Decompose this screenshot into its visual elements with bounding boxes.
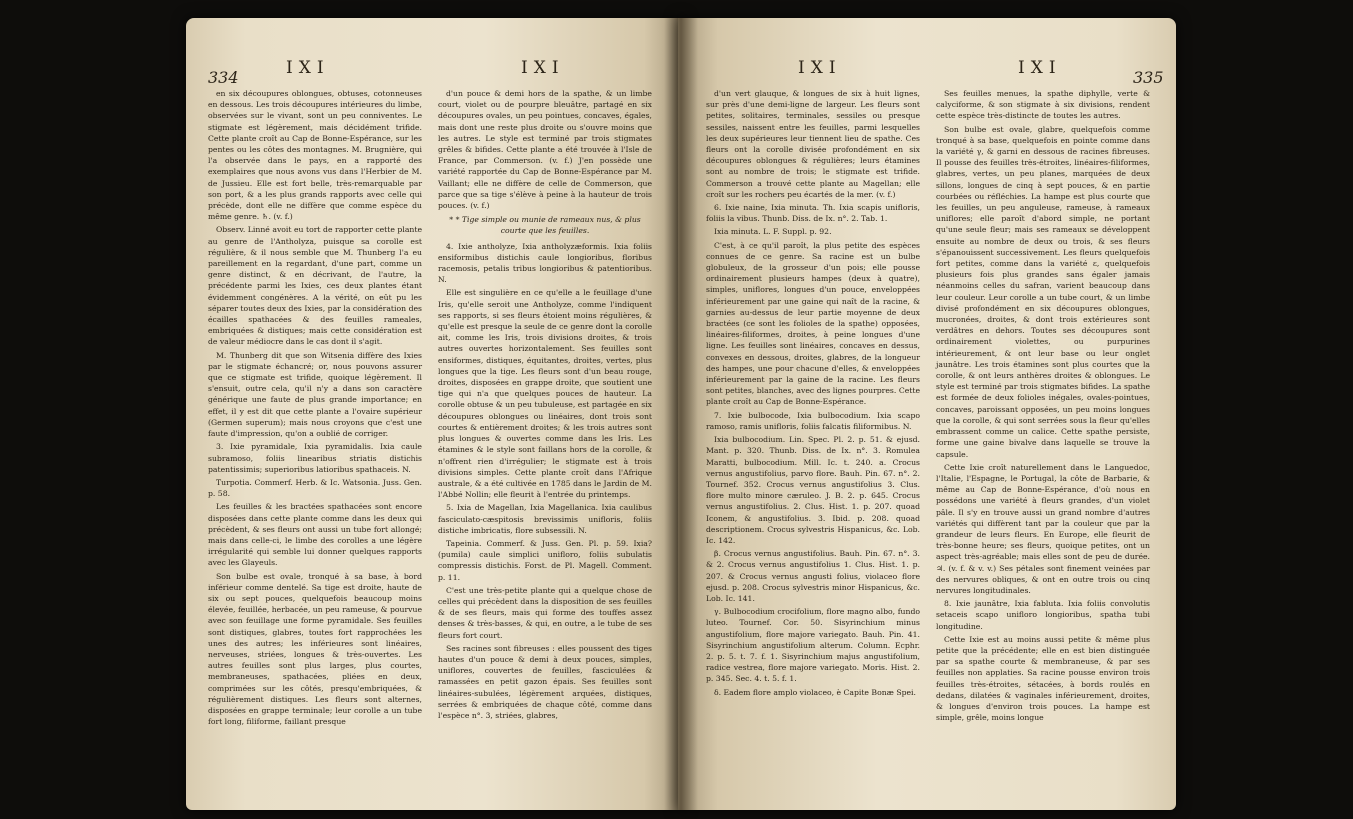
paragraph: Observ. Linné avoit eu tort de rapporter cette plante au genre de l'Antholyza, puisque sa corolle est régulière, & il nous semble que M. Thunberg l'a eu pareillement en la regardant, d'une part, comme un genre distinct, & en décrivant, de l'autre, la précédente parmi les Ixies, ces deux plantes étant évidemment congénères. A la vérité, on eût pu les séparer toutes deux des Ixies, par la considération des écailles spathacées & des feuilles rameales, embriquées & distiques; mais cette considération est de valeur médiocre dans le cas dont il s'agit. xyxy=(208,225,422,347)
paragraph: Ses feuilles menues, la spathe diphylle, verte & calyciforme, & son stigmate à six divisions, rendent cette espèce très-distincte de toutes les autres. xyxy=(936,89,1150,121)
paragraph: d'un vert glauque, & longues de six à huit lignes, sur près d'une demi-ligne de largeur. Les fleurs sont petites, solitaires, terminales, sessiles ou presque sessiles, naissent entre les feuilles, parmi lesquelles les deux supérieures leur tiennent lieu de spathe. Ces fleurs ont la corolle divisée profondément en six découpures oblongues & régulières; leurs étamines sont au nombre de trois; le stigmate est trifide. Commerson a trouvé cette plante au Magellan; elle croît sur les rochers peu écartés de la mer. (v. f.) xyxy=(706,89,920,199)
paragraph: 3. Ixie pyramidale, Ixia pyramidalis. Ixia caule subramoso, foliis linearibus striatis distichis patentissimis; superioribus latioribus spathaceis. N. xyxy=(208,442,422,474)
paragraph: δ. Eadem flore amplo violaceo, è Capite Bonæ Spei. xyxy=(714,687,916,697)
running-head-left: IXI xyxy=(286,58,330,78)
left-column-2-bottom xyxy=(438,241,652,722)
right-column-1 xyxy=(706,88,920,700)
paragraph: 8. Ixie jaunâtre, Ixia fabluta. Ixia foliis convolutis setaceis scapo unifloro longioribus, spatha tubi longitudine. xyxy=(936,599,1150,631)
paragraph: d'un pouce & demi hors de la spathe, & un limbe court, violet ou de pourpre bleuâtre, partagé en six découpures ovales, un peu pointues, concaves, égales, mais dont une reste plus droite ou s'ouvre moins que les autres. Le style est terminé par trois stigmates grêles & bifides. Cette plante a été trouvée à l'Isle de France, par Commerson. (v. f.) J'en possède une variété rapportée du Cap de Bonne-Espérance par M. Vaillant; elle ne diffère de celle de Commerson, que parce que sa tige s'élève à peine à la hauteur de trois pouces. (v. f.) xyxy=(438,89,652,211)
paragraph: 7. Ixie bulbocode, Ixia bulbocodium. Ixia scapo ramoso, ramis unifloris, foliis falcatis filiformibus. N. xyxy=(706,410,920,431)
paragraph: Cette Ixie est au moins aussi petite & même plus petite que la précédente; elle en est bien distinguée par sa spathe courte & membraneuse, & par ses feuilles non applaties. Sa racine pousse environ trois feuilles très-étroites, sétacées, à bords roulés en dedans, dilatées & vaginales inférieurement, droites, & longues d'environ trois pouces. La hampe est simple, grêle, moins longue xyxy=(936,634,1150,723)
left-page xyxy=(186,18,684,810)
paragraph: Son bulbe est ovale, glabre, quelquefois comme tronqué à sa base, quelquefois en pointe comme dans la variété γ, & garni en dessous de racines fibreuses. Il pousse des feuilles très-étroites, linéaires-filiformes, glabres, vertes, un peu planes, marquées de deux sillons, longues de cinq à sept pouces, & en partie courbées ou réfléchies. La hampe est plus courte que les feuilles, un peu anguleuse, rameuse, à rameaux uniflores; elle paroît d'abord simple, ne portant qu'une seule fleur; mais ses rameaux se développent ensuite au nombre de deux ou trois, & ses fleurs s'épanouissent successivement. Les fleurs quelquefois fort petites, comme dans la variété ε, quelquefois plusieurs fois plus grandes sans égaler jamais néanmoins celles du safran, varient beaucoup dans leur couleur. Leur corolle a un tube court, & un limbe divisé profondément en six découpures oblongues, mucronées, droites, & dont trois extérieures sont verdâtres en dehors. Toutes ses découpures sont ordinairement violettes, ou purpurines intérieurement, & ont leur base ou leur onglet jaunâtre. Les trois étamines sont plus courtes que la corolle, & ont leurs anthères droites & oblongues. Le style est terminé par trois stigmates bifides. La spathe est formée de deux folioles inégales, ovales-pointues, concaves, paroissant opposées, un peu moins longues que la corolle, & qui sont serrées sous la fleur qu'elles embrassent comme un calice. Cette spathe persiste, forme une gaine bivalve dans laquelle se trouve la capsule. xyxy=(936,124,1150,459)
paragraph: γ. Bulbocodium crocifolium, flore magno albo, fundo luteo. Tournef. Cor. 50. Sisyrinchium minus angustifolium, flore majore variegato. Bauh. Pin. 41. Sisyrinchium angustifolium alterum. Column. Ecphr. 2. p. 5. t. 7. f. 1. Sisyrinchium majus angustifolium, radice vestrea, flore majore variegato. Moris. Hist. 2. p. 345. Sec. 4. t. 5. f. 1. xyxy=(706,607,920,684)
paragraph: Tapeinia. Commerf. & Juss. Gen. Pl. p. 59. Ixia? (pumila) caule simplici unifloro, foliis subulatis compressis distichis. Forst. de Pl. Magell. Comment. p. 11. xyxy=(438,538,652,582)
book-gutter xyxy=(664,18,698,810)
paragraph: M. Thunberg dit que son Witsenia diffère des Ixies par le stigmate échancré; or, nous pouvons assurer que ce stigmate est trifide, quoique légèrement. Il s'ensuit, outre cela, qu'il n'y a dans son caractère générique une faute de plus grande importance; en effet, il y est dit que cette plante a l'ovaire supérieur (Germen superum); mais nous croyons que c'est une faute d'impression, qu'on a oublié de corriger. xyxy=(208,350,422,439)
paragraph: Les feuilles & les bractées spathacées sont encore disposées dans cette plante comme dans les deux qui précèdent, & ses fleurs ont aussi un tube fort allongé; mais dans celle-ci, le limbe des corolles a une légère irrégularité qui semble lui donner quelques rapports avec les Glayeuls. xyxy=(208,502,422,568)
paragraph: Turpotia. Commerf. Herb. & Ic. Watsonia. Juss. Gen. p. 58. xyxy=(208,477,422,499)
paragraph: 6. Ixie naine, Ixia minuta. Th. Ixia scapis unifloris, foliis la vibus. Thunb. Diss. de Ix. n°. 2. Tab. 1. xyxy=(706,203,920,224)
section-heading: * * Tige simple ou munie de rameaux nus, & plus courte que les feuilles. xyxy=(449,215,641,236)
paragraph: Ixia bulbocodium. Lin. Spec. Pl. 2. p. 51. & ejusd. Mant. p. 320. Thunb. Diss. de Ix. n°. 3. Romulea Maratti, bulbocodium. Mill. Ic. t. 240. a. Crocus vernus angustifolius, parvo flore. Bauh. Pin. 67. n°. 2. Tournef. 352. Crocus vernus angustifolius 3. Clus. flore multo minore cæruleo. J. B. 2. p. 645. Crocus vernus angustifolius. 2. Clus. Hist. 1. p. 207. quoad Iconem, & angustifolius. 3. Ibid. p. 208. quoad descriptionem. Crocus sylvestris Hispanicus, &c. Lob. Ic. 142. xyxy=(706,435,920,545)
paragraph: β. Crocus vernus angustifolius. Bauh. Pin. 67. n°. 3. & 2. Crocus vernus angustifolius 1. Clus. Hist. 1. p. 207. & Crocus vernus angusti folius, violaceo flore ejusd. p. 208. Crocus sylvestris minor Hispanicus, &c. Lob. Ic. 141. xyxy=(706,549,920,603)
page-number-left: 334 xyxy=(208,68,239,87)
running-head-right: IXI xyxy=(798,58,842,78)
paragraph: C'est, à ce qu'il paroît, la plus petite des espèces connues de ce genre. Sa racine est un bulbe globuleux, de la grosseur d'un pois; elle pousse ordinairement plusieurs hampes (deux à quatre), simples, uniflores, longues d'un pouce, enveloppées inférieurement par une gaine qui naît de la racine, & garnies au-dessus de leur partie moyenne de deux bractées (ce sont les folioles de la spathe) opposées, linéaires-filiformes, droites, à peine longues d'une ligne. Les feuilles sont linéaires, concaves en dessus, convexes en dessous, droites, glabres, de la longueur des hampes, une pour chacune d'elles, & enveloppées inférieurement par la gaine de la racine. Les fleurs sont petites, blanches, avec des lignes pourpres. Cette plante croît au Cap de Bonne-Espérance. xyxy=(706,240,920,407)
left-column-2-top xyxy=(438,88,652,211)
left-column-1 xyxy=(208,88,422,729)
paragraph: Ses racines sont fibreuses : elles poussent des tiges hautes d'un pouce & demi à deux pouces, simples, uniflores, couvertes de feuilles, fasciculées & ramassées en petit gazon épais. Ses feuilles sont linéaires-subulées, légèrement arquées, distiques, serrées & embriquées de chaque côté, comme dans l'espèce n°. 3, striées, glabres, xyxy=(438,643,652,720)
open-book xyxy=(186,18,1176,810)
paragraph: Son bulbe est ovale, tronqué à sa base, à bord inférieur comme dentelé. Sa tige est droite, haute de six ou sept pouces, quelquefois beaucoup moins élevée, feuillée, herbacée, un peu rameuse, & pourvue avec son feuillage une forme pyramidale. Ses feuilles sont distiques, glabres, toutes fort rapprochées les unes des autres; les inférieures sont linéaires, nerveuses, striées, longues & très-ouvertes. Les autres feuilles sont plus larges, plus courtes, membraneuses, spathacées, pliées en deux, comprimées sur les côtés, presqu'embriquées, & régulièrement distiques. Les fleurs sont alternes, disposées en grappe terminale; leur corolle a un tube fort long, filiforme, faillant presque xyxy=(208,571,422,727)
page-number-right: 335 xyxy=(1133,68,1164,87)
paragraph: C'est une très-petite plante qui a quelque chose de celles qui précèdent dans la disposition de ses feuilles & de ses fleurs, mais qui forme des touffes assez denses & très-basses, & qui, en outre, a le tube de ses fleurs fort court. xyxy=(438,585,652,640)
left-column-2 xyxy=(438,88,652,723)
paragraph: Elle est singulière en ce qu'elle a le feuillage d'une Iris, qu'elle seroit une Antholyze, comme l'indiquent ses rapports, si ses fleurs étoient moins régulières, & qu'elle est presque la seule de ce genre dont la corolle ait, comme les Iris, trois divisions droites, & trois autres ouvertes horizontalement. Ses feuilles sont ensiformes, distiques, équitantes, droites, vertes, plus longues que la tige. Les fleurs sont d'un beau rouge, droites, disposées en grappe droite, que soutient une tige qui n'a que quelques pouces de hauteur. La corolle obtuse & un peu tubuleuse, est partagée en six découpures oblongues ou linéaires, dont trois sont courtes & entièrement droites; & les trois autres sont plus longues & ouvertes comme dans les Iris. Les étamines & le style sont faillans hors de la corolle, & n'offrent rien d'irrégulier; le stigmate est à trois divisions simples. Cette plante croît dans l'Afrique australe, & a été cultivée en 1785 dans le Jardin de M. l'Abbé Nollin; elle fleurit à l'entrée du printemps. xyxy=(438,288,652,500)
paragraph: en six découpures oblongues, obtuses, cotonneuses en dessous. Les trois découpures intérieures du limbe, observées sur le vivant, sont un peu conniventes. Le stigmate est légèrement, mais décidément trifide. Cette plante croît au Cap de Bonne-Espérance, sur les pentes ou les côtes des montagnes. M. Brugnière, qui l'a observée dans le pays, en a rapporté des exemplaires que nous avons vus dans l'Herbier de M. de Jussieu. Elle est fort belle, très-remarquable par son port, & a les plus grands rapports avec celle qui précède, dont elle ne diffère que comme espèce du même genre. ♄. (v. f.) xyxy=(208,89,422,222)
running-head-left-2: IXI xyxy=(521,58,565,78)
paragraph: 4. Ixie antholyze, Ixia antholyzæformis. Ixia foliis ensiformibus distichis caule longioribus, floribus racemosis, petalis tribus longioribus & patentioribus. N. xyxy=(438,241,652,285)
paragraph: Cette Ixie croît naturellement dans le Languedoc, l'Italie, l'Espagne, le Portugal, la côte de Barbarie, & même au Cap de Bonne-Espérance, d'où nous en possédons une variété à fleurs grandes, d'un violet pâle. Il s'y en trouve aussi un grand nombre d'autres variétés qui diffèrent tant par la couleur que par la grandeur de leurs fleurs. En Europe, elle fleurit de très-bonne heure; ses fleurs, quoique petites, ont un aspect très-agréable; mais elles sont de peu de durée. ♃. (v. f. & v. v.) Ses pétales sont finement veinées par des nervures obliques, & ont en outre trois ou cinq nervures longitudinales. xyxy=(936,462,1150,595)
running-head-right-2: IXI xyxy=(1018,58,1062,78)
paragraph: 5. Ixia de Magellan, Ixia Magellanica. Ixia caulibus fasciculato-cæspitosis brevissimis unifloris, foliis distiche imbricatis, flore subsessili. N. xyxy=(438,503,652,535)
paragraph: Ixia minuta. L. F. Suppl. p. 92. xyxy=(714,227,832,237)
right-page xyxy=(678,18,1176,810)
right-column-2 xyxy=(936,88,1150,725)
